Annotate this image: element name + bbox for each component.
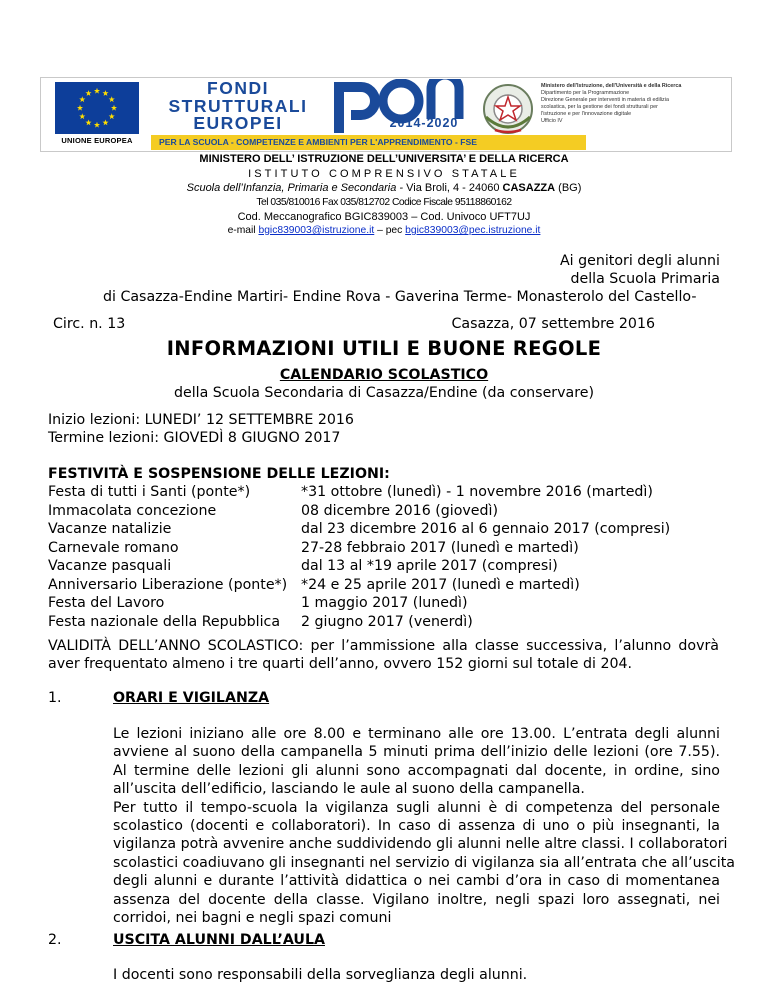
paragraph-line: scolastico (docenti e collaboratori). In caso di assenza di uno o più insegnanti, la [113, 818, 720, 835]
paragraph-line: I docenti sono responsabili della sorveglianza degli alunni. [113, 967, 528, 983]
pon-n-mark [431, 79, 459, 119]
section-1-body [113, 725, 735, 927]
holiday-name: Vacanze pasquali [48, 558, 172, 574]
holiday-name: Vacanze natalizie [48, 521, 172, 537]
holiday-row [48, 540, 748, 559]
holiday-row [48, 614, 748, 633]
circular-date: Casazza, 07 settembre 2016 [451, 316, 655, 332]
paragraph-line: vigilanza potrà avvenire anche suddividendo gli alunni nelle altre classi. I collaboratori [113, 836, 728, 853]
eu-star-icon [85, 90, 91, 96]
pon-ribbon: PER LA SCUOLA - COMPETENZE E AMBIENTI PER L'APPRENDIMENTO - FSE [151, 135, 586, 150]
school-province: (BG) [555, 182, 582, 194]
holiday-name: Carnevale romano [48, 539, 179, 556]
eu-star-icon [102, 90, 108, 96]
eu-label: UNIONE EUROPEA [61, 136, 133, 145]
holiday-row [48, 484, 748, 503]
holiday-row [48, 595, 748, 614]
holiday-dates: *24 e 25 aprile 2017 (lunedì e martedì) [301, 576, 580, 593]
section-2-title: USCITA ALUNNI DALL’AULA [113, 932, 325, 948]
ministry-heading: MINISTERO DELL’ ISTRUZIONE DELL’UNIVERSITA’ E DELLA RICERCA [199, 153, 569, 165]
eu-star-icon [111, 105, 117, 111]
lessons-end: Termine lezioni: GIOVEDÌ 8 GIUGNO 2017 [48, 430, 341, 446]
banner-ministry-line: Dipartimento per la Programmazione [541, 90, 630, 96]
banner-ministry-text [541, 83, 725, 125]
holiday-row [48, 503, 748, 522]
email-prefix: e-mail [227, 225, 259, 236]
paragraph-line: scolastici coadiuvano gli insegnanti nel servizio di vigilanza sia all’entrata che all’uscita [113, 854, 735, 871]
eu-star-icon [77, 105, 83, 111]
holiday-row [48, 521, 748, 540]
holiday-dates: *31 ottobre (lunedì) - 1 novembre 2016 (martedì) [301, 484, 653, 500]
fondi-line-1: FONDI [207, 78, 269, 98]
document-title: INFORMAZIONI UTILI E BUONE REGOLE [166, 337, 602, 360]
holiday-dates: 08 dicembre 2016 (giovedì) [301, 502, 499, 519]
school-types: Scuola dell’Infanzia, Primaria e Secondaria - [186, 182, 407, 194]
holiday-dates: 27-28 febbraio 2017 (lunedì e martedì) [301, 539, 579, 556]
section-1-title: ORARI E VIGILANZA [113, 690, 270, 706]
email-link[interactable]: bgic839003@istruzione.it [258, 225, 375, 236]
paragraph-line: Al termine delle lezioni gli alunni sono accompagnati dal docente, in ordine, sino [113, 762, 720, 779]
fondi-line-2: STRUTTURALI [168, 95, 308, 116]
paragraph-line: Per tutto il tempo-scuola la vigilanza sugli alunni è di competenza del personale [113, 799, 720, 816]
calendar-subtitle: della Scuola Secondaria di Casazza/Endine (da conservare) [173, 385, 595, 401]
eu-star-icon [109, 96, 115, 102]
pec-prefix: – pec [374, 225, 406, 236]
lessons-start: Inizio lezioni: LUNEDI’ 12 SETTEMBRE 2016 [48, 412, 354, 428]
pec-link[interactable]: bgic839003@pec.istruzione.it [405, 225, 541, 236]
holidays-heading: FESTIVITÀ E SOSPENSIONE DELLE LEZIONI: [48, 466, 390, 482]
calendar-title: CALENDARIO SCOLASTICO [279, 367, 489, 383]
eu-star-icon [109, 113, 115, 119]
paragraph-line: VALIDITÀ DELL’ANNO SCOLASTICO: per l’ammissione alla classe successiva, l’alunno dovrà [48, 638, 719, 654]
section-2-body [113, 966, 720, 984]
banner-ministry-line: Direzione Generale per interventi in materia di edilizia [541, 97, 669, 103]
holiday-name: Festa del Lavoro [48, 595, 165, 611]
validity-paragraph [48, 637, 719, 674]
recipient-line-2: della Scuola Primaria [570, 271, 720, 287]
holiday-row [48, 577, 748, 596]
eu-flag-icon [55, 82, 139, 134]
paragraph-line: Le lezioni iniziano alle ore 8.00 e terminano alle ore 13.00. L’entrata degli alunni [113, 726, 720, 742]
eu-star-icon [85, 120, 91, 126]
paragraph-line: avviene al suono della campanella 5 minuti prima dell’inizio delle lezioni (ore 7.55). [113, 744, 720, 761]
holiday-dates: 2 giugno 2017 (venerdì) [301, 613, 473, 630]
fondi-strutturali-logo [149, 80, 327, 136]
circular-number: Circ. n. 13 [53, 316, 126, 332]
eu-star-icon [94, 122, 100, 128]
recipient-line-3: di Casazza-Endine Martiri- Endine Rova - Gaverina Terme- Monasterolo del Castello- [103, 289, 697, 305]
holiday-dates: 1 maggio 2017 (lunedì) [301, 595, 468, 611]
school-codes: Cod. Meccanografico BGIC839003 – Cod. Univoco UFT7UJ [237, 211, 531, 223]
paragraph-line: aver frequentato almeno i tre quarti dell’anno, ovvero 152 giorni sul totale di 204. [48, 656, 633, 673]
school-city: CASAZZA [502, 182, 556, 194]
holiday-dates: dal 23 dicembre 2016 al 6 gennaio 2017 (compresi) [301, 521, 671, 537]
school-street: Via Broli, 4 - 24060 [406, 182, 503, 194]
paragraph-line: assenza del docente della classe. Vigilano inoltre, negli spazi loro assegnati, nei [113, 891, 720, 908]
holiday-name: Anniversario Liberazione (ponte*) [48, 576, 288, 593]
fondi-line-3: EUROPEI [193, 113, 283, 133]
section-2-number: 2. [48, 932, 62, 948]
eu-star-icon [79, 113, 85, 119]
school-emails [0, 225, 768, 236]
eu-star-icon [79, 96, 85, 102]
recipient-line-1: Ai genitori degli alunni [559, 253, 720, 269]
holiday-name: Festa nazionale della Repubblica [48, 613, 281, 630]
pon-years: 2014-2020 [389, 116, 459, 130]
school-address [0, 182, 768, 194]
pon-p-mark [339, 87, 375, 133]
holidays-list [48, 484, 748, 632]
holiday-row [48, 558, 748, 577]
paragraph-line: degli alunni e durante l’attività didattica o nei cambi d’ora in caso di momentanea [113, 873, 720, 890]
paragraph-line: corridoi, nei bagni e negli spazi comuni [113, 910, 392, 927]
school-phone-fiscal: Tel 035/810016 Fax 035/812702 Codice Fiscale 95118860162 [256, 197, 512, 208]
pon-banner [40, 77, 732, 152]
italian-republic-emblem-icon [481, 82, 535, 136]
holiday-name: Festa di tutti i Santi (ponte*) [48, 484, 251, 500]
banner-ministry-line: Ministero dell'Istruzione, dell'Università e della Ricerca [541, 83, 682, 89]
banner-ministry-line: scolastica, per la gestione dei fondi strutturali per [541, 104, 658, 110]
holiday-dates: dal 13 al *19 aprile 2017 (compresi) [301, 558, 558, 574]
eu-logo [47, 80, 147, 150]
section-1-number: 1. [48, 690, 62, 706]
eu-star-icon [94, 88, 100, 94]
holiday-name: Immacolata concezione [48, 502, 217, 519]
istituto-heading: ISTITUTO COMPRENSIVO STATALE [248, 168, 520, 180]
banner-ministry-line: Ufficio IV [541, 118, 563, 124]
banner-ministry-line: l'istruzione e per l'innovazione digitale [541, 111, 632, 117]
eu-star-icon [102, 120, 108, 126]
paragraph-line: all’uscita dell’edificio, lasciando le aule al suono della campanella. [113, 781, 585, 798]
